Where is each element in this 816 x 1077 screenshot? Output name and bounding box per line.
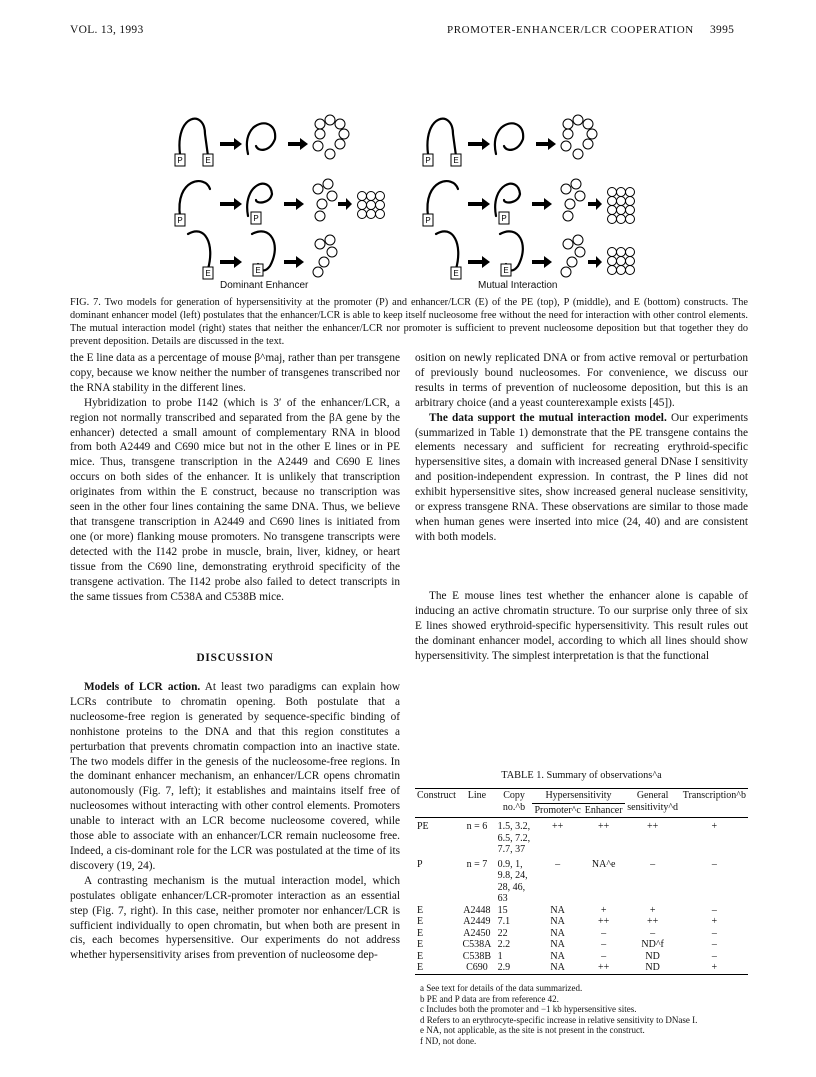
arrow-icon (284, 198, 304, 210)
table-cell-transcription: + (711, 962, 718, 973)
col-header-general: General sensitivity^d (627, 790, 679, 813)
table-cell-promoter: – (555, 858, 561, 870)
enhancer-marker (501, 264, 511, 276)
nucleosome-block (608, 248, 635, 275)
paragraph: Models of LCR action. At least two paradigms can explain how LCRs contribute to chromatin opening. Both postulate that a nucleosome-free region is generated by sequence-specific binding of nonhistone proteins to the DNA and that this region constitutes a perturbation that prevents chromatin compaction into an inactive state. The two models differ in the genesis of the nucleosome-free regions. In the dominant enhancer mechanism, an enhancer/LCR opens chromatin autonomously (Fig. 7, left); it establishes and maintains itself free of nucleosomes without interacting with other control elements. Promoters unable to interact with an LCR become nucleosome covered, while those able to associate with an enhancer/LCR remain nucleosome free. Indeed, a cis-dominant role for the LCR was postulated at the time of its discovery (19, 24). (70, 681, 401, 872)
figure-right-label: Mutual Interaction (478, 280, 558, 291)
table-cell-construct: PE (417, 821, 429, 832)
footnote: e NA, not applicable, as the site is not present in the construct. (420, 1025, 645, 1036)
col-header-hypersensitivity: Hypersensitivity (532, 789, 624, 804)
table-cell-promoter: NA (550, 927, 565, 939)
table-cell-copy: 0.9, 1, 9.8, 24, 28, 46, 63 (497, 858, 528, 904)
nucleosome-cluster (561, 235, 585, 277)
table-footnotes (420, 983, 750, 1047)
table-cell-transcription: – (711, 939, 717, 950)
table-cell-enhancer: ++ (598, 916, 610, 927)
svg-text:E: E (453, 269, 459, 278)
table-row (415, 962, 748, 974)
table-cell-general: ND (645, 962, 660, 973)
dna-loop (179, 119, 208, 156)
dna-loop (436, 231, 458, 269)
table-cell-general: ND^f (641, 939, 664, 950)
table-cell-copy: 2.2 (497, 939, 511, 950)
table-row (415, 856, 748, 905)
paragraph: Hybridization to probe I142 (which is 3′ of the enhancer/LCR, a region not normally transcribed and separated from the βA gene by the enhancer) detected a small amount of complementary RNA in blood from both A2449 and C690 mice but not in the other E lines or in PE mice. Thus, transgene transcription in the A2449 and C690 E lines occurs on both sides of the enhancer. It is unlikely that transcription originates from within the E construct, because no transcription was seen in the other four lines containing the same DNA. Thus, we believe that transgene transcription in A2449 and C690 lines is initiated from one (or more) flanking mouse promoters. No transgene transcripts were detected with the I142 probe in muscle, brain, liver, kidney, or heart tissue from the C690 line, demonstrating erythroid specificity of the transgene activation. The I142 probe also failed to detect transcripts in the same tissues from C538A and C538B mice. (70, 396, 400, 603)
right-column-bottom (415, 589, 748, 664)
promoter-marker (423, 214, 433, 226)
footnote: f ND, not done. (420, 1035, 477, 1046)
table-cell-line: n = 7 (466, 858, 488, 870)
table-row (415, 939, 748, 951)
table-title: TABLE 1. Summary of observations^a (501, 770, 662, 781)
paragraph: The E mouse lines test whether the enhancer alone is capable of inducing an active chromatin structure. To our surprise only three of six E lines showed erythroid-specific hypersensitivity. This result rules out the dominant enhancer model, according to which all lines should show hypersensitivity. The simplest interpretation is that the functional (415, 590, 748, 662)
paragraph: the E line data as a percentage of mouse β^maj, rather than per transgene copy, because we know neither the number of transgenes transcribed nor the RNA stability in the different lines. (70, 352, 400, 394)
svg-text:P: P (425, 216, 431, 225)
right-column-top (415, 351, 748, 545)
table-cell-enhancer: – (601, 950, 607, 962)
arrow-icon (288, 138, 308, 150)
dna-loop (495, 123, 523, 154)
table-cell-promoter: NA (550, 962, 565, 973)
promoter-marker (251, 212, 261, 224)
arrow-icon (532, 256, 552, 268)
table-cell-transcription: – (711, 858, 717, 870)
section-heading: DISCUSSION (196, 652, 274, 664)
arrow-icon (468, 256, 490, 268)
table-cell-copy: 15 (497, 904, 508, 916)
svg-text:P: P (177, 216, 183, 225)
arrow-icon (588, 256, 602, 268)
arrow-icon (220, 138, 242, 150)
dna-loop (188, 231, 210, 269)
arrow-icon (468, 138, 490, 150)
svg-text:E: E (205, 269, 211, 278)
table-row (415, 916, 748, 928)
table-cell-general: – (650, 927, 656, 939)
enhancer-marker (203, 267, 213, 279)
footnote: d Refers to an erythrocyte-specific increase in relative sensitivity to DNase I. (420, 1014, 698, 1025)
footnote: b PE and P data are from reference 42. (420, 993, 559, 1004)
table-cell-construct: E (417, 950, 424, 962)
table-cell-construct: E (417, 916, 424, 927)
table-cell-copy: 2.9 (497, 962, 511, 973)
table-cell-enhancer: + (600, 904, 607, 916)
table-row (415, 951, 748, 963)
arrow-icon (536, 138, 556, 150)
table-cell-transcription: – (711, 927, 717, 939)
arrow-icon (532, 198, 552, 210)
col-header-promoter: Promoter^c (534, 804, 581, 816)
col-header-transcription: Transcription^b (682, 790, 746, 801)
table-cell-construct: E (417, 904, 424, 916)
table-cell-promoter: NA (550, 950, 565, 962)
table-cell-promoter: NA (550, 916, 565, 927)
arrow-icon (468, 198, 490, 210)
table-cell-copy: 22 (497, 927, 508, 939)
enhancer-marker (451, 154, 461, 166)
figure-7 (160, 104, 640, 294)
col-header-line: Line (467, 790, 487, 801)
col-header-copy: Copy no.^b (502, 790, 526, 813)
figure-7-diagram (160, 104, 640, 294)
table-cell-enhancer: – (601, 927, 607, 939)
left-column-top (70, 351, 400, 604)
nucleosome-cluster (313, 235, 337, 277)
page-number: 3995 (710, 24, 735, 36)
left-column-discussion (70, 680, 400, 963)
promoter-marker (499, 212, 509, 224)
table-row (415, 928, 748, 940)
dna-loop (495, 184, 520, 216)
nucleosome-block (608, 188, 635, 224)
svg-text:E: E (453, 156, 459, 165)
table-cell-promoter: ++ (551, 821, 564, 832)
table-cell-enhancer: – (601, 939, 607, 950)
table-cell-promoter: NA (550, 939, 565, 950)
svg-text:P: P (253, 214, 259, 223)
enhancer-marker (451, 267, 461, 279)
svg-text:P: P (425, 156, 431, 165)
arrow-icon (220, 256, 242, 268)
svg-text:P: P (177, 156, 183, 165)
table-row (415, 818, 748, 856)
arrow-icon (588, 198, 602, 210)
table-cell-transcription: – (711, 950, 717, 962)
table-cell-construct: E (417, 927, 424, 939)
table-cell-enhancer: ++ (598, 962, 610, 973)
promoter-marker (423, 154, 433, 166)
arrow-icon (284, 256, 304, 268)
enhancer-marker (203, 154, 213, 166)
nucleosome-cluster (561, 179, 585, 221)
nucleosome-cluster (313, 115, 349, 159)
enhancer-marker (253, 264, 263, 276)
table-cell-copy: 1.5, 3.2, 6.5, 7.2, 7.7, 37 (497, 821, 531, 855)
table-cell-general: + (649, 904, 656, 916)
table-cell-enhancer: NA^e (591, 858, 616, 870)
figure-caption: FIG. 7. Two models for generation of hypersensitivity at the promoter (P) and enhancer/LCR (E) of the PE (top), P (middle), and E (bottom) constructs. The dominant enhancer model (left) postulates that the enhancer/LCR is able to keep itself nucleosome free without the need for interaction with other control elements. The mutual interaction model (right) states that neither the enhancer/LCR nor promoter is sufficient to prevent nucleosome deposition but that together they do prevent deposition. Details are discussed in the text. (70, 297, 748, 347)
dna-loop (247, 123, 275, 154)
table-cell-general: – (650, 858, 656, 870)
promoter-marker (175, 214, 185, 226)
arrow-icon (220, 198, 242, 210)
table-cell-promoter: NA (550, 904, 565, 916)
table-cell-line: C538B (462, 950, 492, 962)
table-cell-line: A2450 (463, 927, 491, 939)
table-cell-construct: E (417, 939, 424, 950)
table-row (415, 905, 748, 917)
table-cell-general: ND (645, 950, 660, 962)
arrow-icon (338, 198, 352, 210)
table-cell-transcription: + (711, 821, 718, 832)
observations-table (415, 788, 748, 975)
paragraph: A contrasting mechanism is the mutual interaction model, which postulates obligate enhancer/LCR-promoter interaction as an essential step (Fig. 7, right). In this case, neither promoter nor enhancer/LCR is sufficient individually to open chromatin, but when both are present in cis, each becomes hypersensitive. Our experiments do not address whether hypersensitivity arises from prevention of nucleosome dep- (70, 874, 400, 962)
col-header-construct: Construct (417, 790, 456, 801)
paragraph: The data support the mutual interaction model. Our experiments (summarized in Table 1) demonstrate that the PE transgene contains the elements necessary and sufficient for recreating erythroid-specific hypersensitive sites, a domain with increased general DNase I sensitivity and position-independent expression. In contrast, the P lines did not exhibit hypersensitive sites, show increased general nuclease sensitivity, or express transgene RNA. These observations are similar to those made when human genes were inserted into mice (24, 40) and are consistent with both models. (415, 411, 748, 543)
table-cell-construct: E (417, 962, 424, 973)
table-cell-copy: 1 (497, 950, 503, 962)
promoter-marker (175, 154, 185, 166)
table-cell-line: C690 (466, 962, 488, 973)
table-cell-line: n = 6 (466, 821, 488, 832)
dna-loop (247, 184, 272, 216)
run-in-heading: Models of LCR action. (84, 681, 201, 693)
svg-text:E: E (255, 266, 261, 275)
table-cell-copy: 7.1 (497, 916, 511, 927)
table-cell-enhancer: ++ (598, 821, 610, 832)
nucleosome-cluster (313, 179, 337, 221)
table-cell-general: ++ (647, 821, 659, 832)
journal-volume: VOL. 13, 1993 (70, 24, 144, 36)
col-header-enhancer: Enhancer (584, 804, 623, 816)
table-cell-construct: P (417, 858, 423, 870)
footnote: a See text for details of the data summarized. (420, 983, 583, 993)
paragraph: osition on newly replicated DNA or from active removal or perturbation of previously bound nucleosomes. For convenience, we discuss our results in terms of prevention of nucleosome deposition, but this is an arbitrary choice (and a yeast counterexample exists [45]). (415, 352, 748, 409)
table-cell-general: ++ (647, 916, 659, 927)
running-title: PROMOTER-ENHANCER/LCR COOPERATION (447, 24, 694, 36)
figure-left-label: Dominant Enhancer (220, 280, 309, 291)
table-cell-transcription: – (711, 904, 717, 916)
dna-loop (427, 181, 458, 216)
footnote: c Includes both the promoter and −1 kb hypersensitive sites. (420, 1004, 637, 1015)
svg-text:E: E (205, 156, 211, 165)
dna-loop (179, 181, 210, 216)
run-in-heading: The data support the mutual interaction model. (429, 411, 667, 424)
svg-text:E: E (503, 266, 509, 275)
table-cell-line: A2449 (463, 916, 491, 927)
nucleosome-cluster (561, 115, 597, 159)
nucleosome-block (358, 192, 385, 219)
table-cell-transcription: + (711, 916, 718, 927)
table-cell-line: C538A (462, 939, 492, 950)
table-cell-line: A2448 (463, 904, 491, 916)
svg-text:P: P (501, 214, 507, 223)
dna-loop (427, 119, 456, 156)
